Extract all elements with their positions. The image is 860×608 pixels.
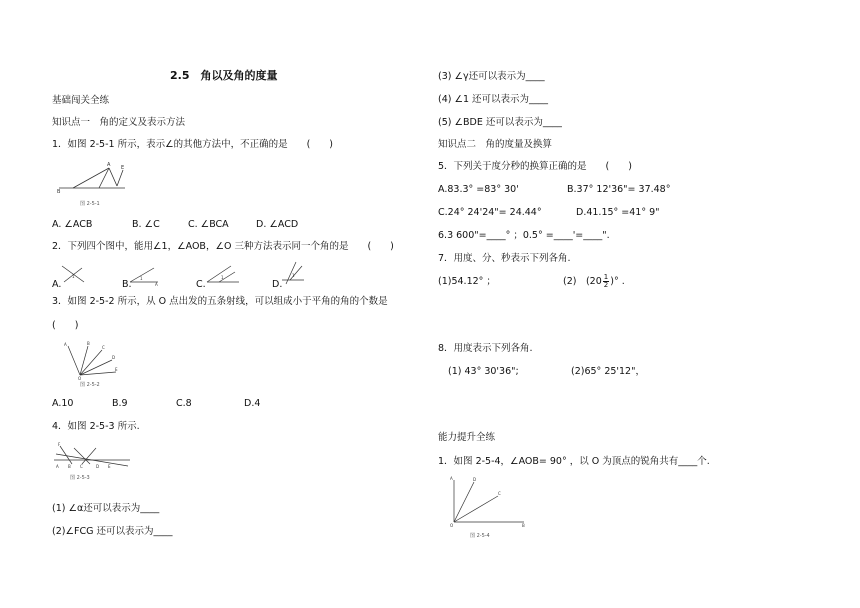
svg-text:F: F [58,442,61,447]
svg-text:1: 1 [140,276,143,281]
svg-text:E: E [121,165,125,171]
q8-part-1: (1) 43° 30'36"; [448,366,519,377]
svg-text:1: 1 [72,274,75,279]
q2-figure-c [205,262,241,286]
question-7: 7．用度、分、秒表示下列各角. [438,253,571,264]
q5-option-d: D.41.15° =41° 9" [576,207,660,218]
svg-text:B: B [87,341,90,346]
q2-figure-d [280,260,306,286]
page-title: 2.5 角以及角的度量 [170,69,278,82]
svg-text:D: D [473,477,477,482]
question-advanced-1: 1．如图 2-5-4，∠AOB= 90° ，以 O 为顶点的锐角共有____个. [438,456,710,467]
svg-text:D: D [96,464,100,469]
svg-text:A: A [450,476,453,481]
q2-label-c: C. [196,279,206,290]
knowledge-point-2: 知识点二 角的度量及换算 [438,139,553,150]
q8-part-2: (2)65° 25'12"， [571,366,645,377]
q7-part-1: (1)54.12° ； [438,276,496,287]
figure-2-5-3-caption: 图 2-5-3 [70,475,90,481]
svg-text:A: A [64,342,67,347]
svg-text:E: E [115,367,118,372]
q2-figure-b [128,262,162,286]
q7-fraction [603,274,609,289]
q7-fraction-numerator: 1 [603,273,609,281]
svg-text:A: A [56,464,59,469]
svg-text:C: C [498,491,501,496]
q7-part-2-prefix: (2) (20 [563,276,602,287]
q2-label-b: B. [122,279,132,290]
knowledge-point-1: 知识点一 角的定义及表示方法 [52,117,186,128]
q4-part-5: (5) ∠BDE 还可以表示为____ [438,117,562,128]
svg-text:O: O [78,376,82,380]
q4-part-4: (4) ∠1 还可以表示为____ [438,94,549,105]
figure-2-5-1-caption: 图 2-5-1 [80,201,100,207]
q3-option-d: D.4 [244,398,261,409]
question-3-paren: ( ) [52,320,79,331]
q3-option-c: C.8 [176,398,192,409]
q3-option-b: B.9 [112,398,128,409]
figure-2-5-4 [448,474,528,528]
svg-text:B: B [57,189,61,195]
figure-2-5-4-caption: 图 2-5-4 [470,533,490,539]
question-1: 1．如图 2-5-1 所示，表示∠的其他方法中，不正确的是 ( ) [52,139,334,150]
section-heading-basic: 基础闯关全练 [52,95,110,106]
q1-option-c: C. ∠BCA [188,219,229,230]
figure-2-5-1 [55,160,135,196]
q4-part-2: (2)∠FCG 还可以表示为____ [52,526,173,537]
svg-text:B: B [522,523,525,528]
question-3: 3．如图 2-5-2 所示，从 O 点出发的五条射线，可以组成小于平角的角的个数是 [52,296,388,307]
q3-option-a: A.10 [52,398,74,409]
q7-part-2-suffix: )° . [610,276,625,287]
q5-option-c: C.24° 24'24"= 24.44° [438,207,542,218]
question-6: 6.3 600"=____° ；0.5° =____'=____". [438,230,610,241]
question-8: 8．用度表示下列各角. [438,343,533,354]
figure-2-5-3 [52,440,132,470]
figure-2-5-2 [60,340,120,380]
q4-part-3: (3) ∠γ还可以表示为____ [438,71,545,82]
q4-part-1: (1) ∠α还可以表示为____ [52,503,160,514]
svg-text:D: D [112,355,116,360]
svg-text:1: 1 [221,275,224,280]
q1-option-d: D. ∠ACD [256,219,299,230]
question-4: 4．如图 2-5-3 所示. [52,421,140,432]
q2-figure-a [60,262,86,286]
q7-part-2 [563,274,625,290]
svg-text:B: B [68,464,71,469]
q5-option-a: A.83.3° =83° 30' [438,184,519,195]
q7-fraction-denominator: 2 [603,281,609,289]
figure-2-5-2-caption: 图 2-5-2 [80,382,100,388]
svg-text:1: 1 [292,273,295,278]
svg-text:E: E [108,464,111,469]
q1-option-b: B. ∠C [132,219,160,230]
q5-option-b: B.37° 12'36"= 37.48° [567,184,671,195]
question-2: 2．下列四个图中，能用∠1，∠AOB，∠O 三种方法表示同一个角的是 ( ) [52,241,394,252]
svg-text:C: C [102,345,105,350]
q1-option-a: A. ∠ACB [52,219,93,230]
svg-text:O: O [450,523,454,528]
q2-label-d: D. [272,279,283,290]
svg-text:A: A [155,282,158,286]
question-5: 5．下列关于度分秒的换算正确的是 ( ) [438,161,632,172]
svg-text:C: C [80,464,83,469]
q2-label-a: A. [52,279,62,290]
svg-text:A: A [107,162,111,168]
section-heading-advanced: 能力提升全练 [438,432,496,443]
